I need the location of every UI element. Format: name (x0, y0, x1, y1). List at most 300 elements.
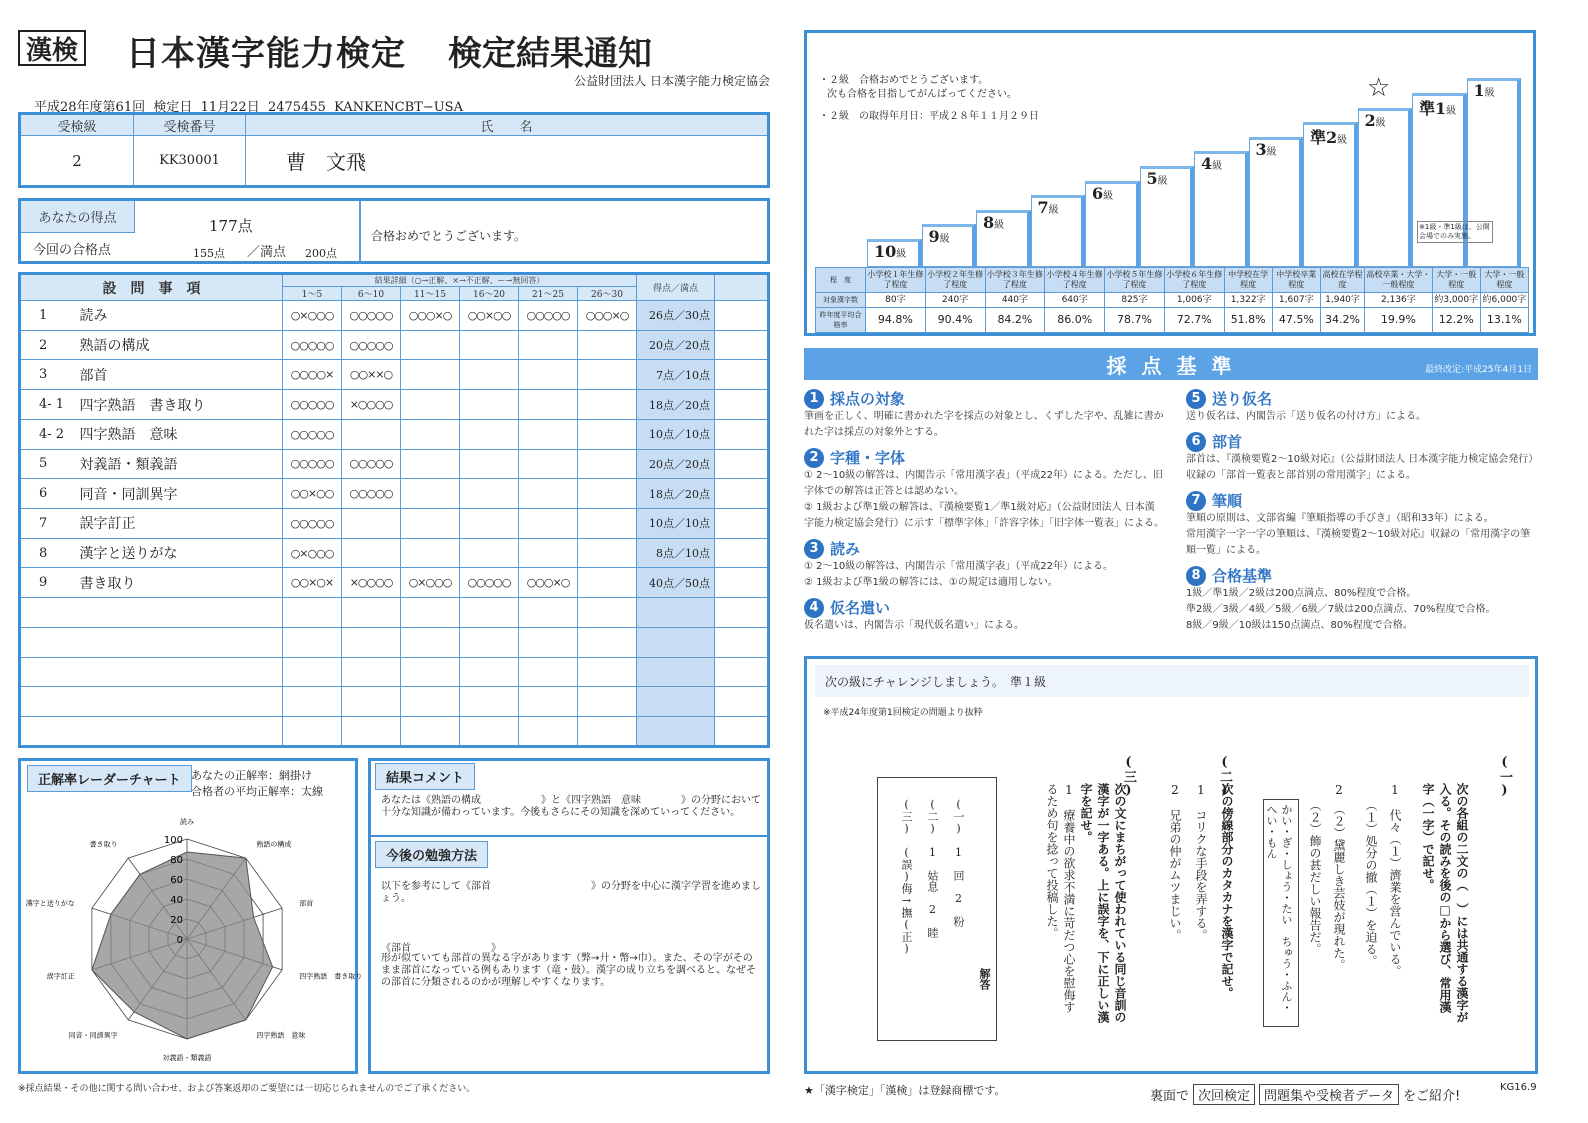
row-marks (401, 717, 460, 747)
row-marks: ○×○○○ (283, 538, 342, 568)
row-marks (519, 627, 578, 657)
row-marks (578, 717, 637, 747)
radar-label: 部首 (299, 899, 314, 908)
table-row (20, 657, 769, 687)
criteria-section-text: 常用漢字一字一字の筆順は、『漢検要覧2～10級対応』収録の「常用漢字の筆順一覧」による。 (1186, 529, 1531, 556)
organization-name: 公益財団法人 日本漢字能力検定協会 (574, 74, 770, 88)
row-marks: ○×○○○ (283, 301, 342, 331)
criteria-section-title: 仮名遣い (830, 599, 891, 617)
row-marks: ○×○○○ (401, 568, 460, 598)
row-marks: ○○○○○ (342, 449, 401, 479)
grade-step-kyu: 級 (1103, 190, 1114, 202)
result-detail-table (18, 272, 770, 748)
grade-chart-panel (804, 30, 1536, 336)
answer-2: (二) 1 姑息 2 睦 (926, 798, 939, 938)
full-value: 200点 (305, 247, 337, 260)
grade-step-number: 6 (1092, 183, 1104, 203)
grade-step-kyu: 級 (994, 219, 1005, 231)
grade-step (1358, 108, 1413, 267)
grade-cell: 1,322字 (1224, 293, 1272, 307)
criteria-section-text: ② 1級および準1級の解答には、①の規定は適用しない。 (804, 577, 1058, 588)
grade-cell: 19.9% (1365, 307, 1433, 332)
comment-title: 結果コメント (375, 763, 475, 790)
row-blank (715, 687, 769, 717)
grade-cell: 高校在学程度 (1320, 268, 1364, 293)
q1-a3: 2 （２）黛麗しき芸妓が現れた。 (1332, 783, 1346, 971)
row-number (20, 657, 80, 687)
q2-head: (二) (1217, 755, 1232, 798)
criteria-section-head (1186, 490, 1536, 511)
grade-step-kyu: 級 (1446, 106, 1457, 117)
row-blank (715, 598, 769, 628)
study-title: 今後の勉強方法 (375, 841, 488, 868)
grade-cell: 大学・一般程度 (1480, 268, 1528, 293)
grade-cell: 640字 (1045, 293, 1105, 307)
grade-step-number: 9 (928, 227, 940, 247)
challenge-source: ※平成24年度第1回検定の問題より抜粋 (823, 708, 983, 718)
grade-cell: 1,940字 (1320, 293, 1364, 307)
criteria-number-badge: 2 (804, 448, 824, 468)
score-divider (359, 201, 361, 261)
row-marks (342, 509, 401, 539)
criteria-section-text: 1級／準1級／2級は200点満点、80%程度で合格。 (1186, 588, 1417, 599)
grade-step (922, 224, 977, 267)
grade-step-kyu: 級 (1484, 88, 1495, 100)
answer-1: (一) 1 回 2 粉 (952, 798, 965, 927)
q3-a1: 1 療養中の欲求不満に苛だつ心を慰侮するため句を捻って投稿した。 (1045, 783, 1076, 1013)
table-row (20, 538, 769, 568)
row-marks (519, 509, 578, 539)
table-row (20, 717, 769, 747)
row-marks (578, 509, 637, 539)
row-marks (519, 687, 578, 717)
grade-cell: 2,136字 (1365, 293, 1433, 307)
row-item: 同音・同訓異字 (80, 479, 283, 509)
row-marks (578, 390, 637, 420)
grade-step-kyu: 級 (1375, 117, 1386, 129)
grade-step (1194, 151, 1249, 267)
row-number (20, 598, 80, 628)
radar-label: 四字熟語 書き取り (299, 972, 363, 981)
row-marks: ○○×○○ (283, 479, 342, 509)
radar-title: 正解率レーダーチャート (27, 765, 192, 792)
radar-tick: 0 (176, 935, 183, 946)
workbook-link[interactable]: 問題集や受検者データ (1259, 1084, 1399, 1105)
grade-step-kyu: 級 (1337, 135, 1348, 147)
row-marks: ○○○○○ (342, 301, 401, 331)
grade-cell: 240字 (925, 293, 985, 307)
row-number: 2 (20, 330, 80, 360)
row-score (637, 598, 715, 628)
row-marks (460, 419, 519, 449)
row-marks: ○○○○○ (460, 568, 519, 598)
criteria-number-badge: 7 (1186, 491, 1206, 511)
row-marks (519, 419, 578, 449)
criteria-number-badge: 5 (1186, 389, 1206, 409)
row-marks (342, 657, 401, 687)
row-marks (342, 627, 401, 657)
row-marks (460, 538, 519, 568)
row-score: 7点／10点 (637, 360, 715, 390)
row-item: 熟語の構成 (80, 330, 283, 360)
q1-head: (一) (1497, 755, 1512, 798)
grade-cell: 約6,000字 (1480, 293, 1528, 307)
grade-step (1085, 181, 1140, 267)
grade-step (1031, 195, 1086, 267)
grade-cell: 小学校４年生修了程度 (1045, 268, 1105, 293)
row-marks (401, 330, 460, 360)
row-marks (401, 627, 460, 657)
row-marks (578, 419, 637, 449)
criteria-section-text: 筆画を正しく、明確に書かれた字を採点の対象とし、くずした字や、乱雑に書かれた字は採点の対象外とする。 (804, 411, 1164, 438)
row-number: 4- 1 (20, 390, 80, 420)
criteria-section-text: 筆順の原則は、文部省編『筆順指導の手びき』（昭和33年）による。 (1186, 513, 1494, 524)
row-marks: ○○○○× (283, 360, 342, 390)
table-row (20, 568, 769, 598)
table-row (20, 479, 769, 509)
table-row (20, 330, 769, 360)
row-marks (401, 598, 460, 628)
row-marks (401, 657, 460, 687)
row-marks (578, 449, 637, 479)
challenge-panel (804, 656, 1538, 1074)
grade-cell: 中学校卒業程度 (1272, 268, 1320, 293)
grade-cell: 86.0% (1045, 307, 1105, 332)
grade-cell: 1,006字 (1164, 293, 1224, 307)
radar-label: 同音・同訓異字 (68, 1031, 118, 1040)
footer-pre: 裏面で (1150, 1089, 1190, 1104)
row-score: 18点／20点 (637, 479, 715, 509)
row-marks (460, 360, 519, 390)
comment-panel (368, 758, 770, 1074)
row-number (20, 687, 80, 717)
row-number: 7 (20, 509, 80, 539)
row-marks: ○○○×○ (519, 568, 578, 598)
range-header: 21～25 (519, 287, 578, 301)
table-row (20, 627, 769, 657)
row-blank (715, 390, 769, 420)
row-blank (715, 360, 769, 390)
row-marks: ×○○○○ (342, 568, 401, 598)
row-item (80, 627, 283, 657)
criteria-banner (804, 348, 1538, 380)
row-marks (460, 717, 519, 747)
grade-step-number: 5 (1146, 169, 1158, 188)
criteria-section-text: 送り仮名は、内閣告示「送り仮名の付け方」による。 (1186, 411, 1426, 422)
row-blank (715, 449, 769, 479)
radar-tick: 20 (170, 915, 183, 926)
row-number (20, 627, 80, 657)
pass-label: 今回の合格点 (33, 243, 112, 258)
grade-cell: 78.7% (1105, 307, 1165, 332)
criteria-section-head (1186, 565, 1536, 586)
radar-label: 読み (180, 818, 194, 826)
form-code: KG16.9 (1500, 1082, 1537, 1093)
grade-row-label: 対象漢字数 (816, 293, 866, 307)
pass-message: 合格おめでとうございます。 (371, 229, 527, 243)
row-marks (460, 598, 519, 628)
row-blank (715, 479, 769, 509)
criteria-section-title: 送り仮名 (1212, 390, 1273, 408)
criteria-section-text: 8級／9級／10級は150点満点、80%程度で合格。 (1186, 620, 1413, 631)
row-marks (519, 657, 578, 687)
grade-step (1249, 137, 1304, 267)
criteria-section-text: ② 1級および準1級の解答は、『漢検要覧1／準1級対応』（公益財団法人 日本漢字能力検定協会発行）に示す「標準字体」「許容字体」「旧字体一覧表」による。 (804, 502, 1164, 529)
radar-panel (18, 758, 363, 1074)
criteria-section-text: 仮名遣いは、内閣告示「現代仮名遣い」による。 (804, 620, 1024, 631)
row-marks (401, 449, 460, 479)
answer-box (877, 777, 997, 1041)
row-blank (715, 419, 769, 449)
radar-label: 書き取り (89, 840, 118, 849)
radar-label: 熟語の構成 (256, 840, 292, 849)
criteria-section (1186, 490, 1536, 559)
row-marks: ○○×○× (283, 568, 342, 598)
table-row (20, 419, 769, 449)
grade-header: 受検級 (20, 114, 134, 136)
criteria-number-badge: 6 (1186, 432, 1206, 452)
row-score: 8点／10点 (637, 538, 715, 568)
row-marks (401, 479, 460, 509)
criteria-section-head (804, 388, 1164, 409)
row-marks (283, 687, 342, 717)
row-number: 6 (20, 479, 80, 509)
id-value: KK30001 (134, 136, 246, 187)
range-header: 26～30 (578, 287, 637, 301)
row-marks: ○○○○○ (342, 330, 401, 360)
star-icon: ☆ (1367, 73, 1391, 103)
grade-note: ※1級・準1級は、公開会場でのみ実施。 (1417, 221, 1493, 243)
row-number: 3 (20, 360, 80, 390)
bushu-title: 《部首 》 (381, 943, 501, 954)
study-text: 以下を参考にして《部首 》の分野を中心に漢字学習を進めましょう。 (381, 881, 761, 904)
detail-header: 結果詳細（○→正解、×→不正解、ー→無回答） (283, 274, 637, 287)
row-marks (460, 449, 519, 479)
row-item (80, 717, 283, 747)
row-marks (519, 330, 578, 360)
row-score: 18点／20点 (637, 390, 715, 420)
row-marks: ○○○○○ (283, 419, 342, 449)
radar-tick: 60 (170, 875, 183, 886)
row-marks (519, 598, 578, 628)
radar-tick: 40 (170, 895, 183, 906)
grade-cell: 小学校３年生修了程度 (985, 268, 1045, 293)
radar-label: 漢字と送りがな (25, 899, 75, 908)
grade-step-number: 2 (1364, 110, 1376, 130)
criteria-section-head (1186, 388, 1536, 409)
row-number: 1 (20, 301, 80, 331)
row-blank (715, 509, 769, 539)
next-exam-link[interactable]: 次回検定 (1193, 1084, 1255, 1105)
row-number: 8 (20, 538, 80, 568)
grade-cell: 51.8% (1224, 307, 1272, 332)
row-item: 四字熟語 意味 (80, 419, 283, 449)
grade-step-number: 8 (983, 212, 995, 232)
criteria-title: 採 点 基 準 (1106, 353, 1236, 378)
row-marks (401, 360, 460, 390)
table-row (20, 598, 769, 628)
name-value: 曹 文飛 (246, 136, 769, 187)
table-row (20, 449, 769, 479)
row-score: 20点／20点 (637, 449, 715, 479)
criteria-section (804, 388, 1164, 441)
radar-chart (21, 791, 363, 1071)
row-marks (401, 509, 460, 539)
criteria-section-head (1186, 431, 1536, 452)
grade-msg-3: ・２級 の取得年月日：平成２８年１１月２９日 (819, 111, 1039, 122)
criteria-section (1186, 431, 1536, 484)
grade-step-number: 7 (1037, 198, 1049, 218)
criteria-section-title: 字種・字体 (830, 449, 906, 467)
q1-a2: （１）処分の撤（１）を迫る。 (1364, 799, 1378, 967)
q1-a1: 1 代々（１）濟業を営んでいる。 (1388, 783, 1402, 977)
row-marks (401, 538, 460, 568)
grade-row-label: 程 度 (816, 268, 866, 293)
row-marks: ○○○×○ (401, 301, 460, 331)
grade-step-number: 準1 (1419, 99, 1447, 118)
table-row (20, 509, 769, 539)
criteria-section-text: 部首は、『漢検要覧2～10級対応』（公益財団法人 日本漢字能力検定協会発行）収録の「部首一覧表と部首別の常用漢字」による。 (1186, 454, 1534, 481)
row-score (637, 687, 715, 717)
row-score: 40点／50点 (637, 568, 715, 598)
answer-head: 解答 (978, 968, 991, 990)
row-marks (283, 717, 342, 747)
row-marks (460, 657, 519, 687)
row-marks: ○○××○ (342, 360, 401, 390)
grade-msg-2: 次も合格を目指してがんばってください。 (827, 89, 1017, 100)
grade-cell: 小学校１年生修了程度 (866, 268, 926, 293)
q2-a1: 1 コリクな手段を弄する。 (1194, 783, 1208, 941)
grade-step-number: 1 (1473, 81, 1485, 101)
row-score (637, 657, 715, 687)
row-marks (342, 717, 401, 747)
row-blank (715, 657, 769, 687)
criteria-section-text: 準2級／3級／4級／5級／6級／7級は200点満点、70%程度で合格。 (1186, 604, 1496, 615)
grade-step-number: 3 (1255, 139, 1267, 159)
grade-cell: 13.1% (1480, 307, 1528, 332)
grade-step (1303, 122, 1358, 267)
row-blank (715, 717, 769, 747)
radar-label: 対義語・類義語 (162, 1054, 212, 1062)
criteria-section-title: 採点の対象 (830, 390, 906, 408)
grade-step-number: 準2 (1310, 128, 1338, 148)
trademark-note: ★「漢字検定」「漢検」は登録商標です。 (804, 1084, 1006, 1097)
row-marks (283, 627, 342, 657)
row-score: 26点／30点 (637, 301, 715, 331)
row-marks (519, 449, 578, 479)
row-item (80, 657, 283, 687)
grade-cell: 72.7% (1164, 307, 1224, 332)
grade-cell: 12.2% (1432, 307, 1480, 332)
criteria-section (804, 538, 1164, 591)
q3-head: (三) (1121, 755, 1136, 798)
name-header: 氏 名 (246, 114, 769, 136)
q1-a4: （２）飾の甚だしい報告だ。 (1308, 799, 1322, 955)
criteria-number-badge: 1 (804, 389, 824, 409)
grade-info-table (815, 267, 1529, 333)
grade-cell: 94.8% (866, 307, 926, 332)
row-marks (342, 598, 401, 628)
grade-value: 2 (20, 136, 134, 187)
criteria-number-badge: 8 (1186, 566, 1206, 586)
row-marks (578, 538, 637, 568)
grade-step-kyu: 級 (1157, 176, 1168, 187)
row-score: 20点／20点 (637, 330, 715, 360)
pass-value: 155点 (193, 247, 225, 260)
row-marks: ○○×○○ (460, 301, 519, 331)
kanken-logo: 漢検 (18, 30, 86, 66)
row-blank (715, 301, 769, 331)
row-marks: ○○○○○ (519, 301, 578, 331)
radar-tick: 80 (170, 855, 183, 866)
grade-cell: 小学校５年生修了程度 (1105, 268, 1165, 293)
criteria-section-text: ① 2～10級の解答は、内閣告示「常用漢字表」（平成22年）による。ただし、旧字体での解答は正答とは認めない。 (804, 470, 1163, 497)
challenge-title: 次の級にチャレンジしましょう。 準１級 (815, 665, 1529, 697)
candidate-table (18, 112, 770, 188)
comment-text: あなたは《熟語の構成 》と《四字熟語 意味 》の分野において十分な知識が備わっています。今後もさらにその知識を深めていってください。 (381, 795, 761, 818)
criteria-number-badge: 4 (804, 598, 824, 618)
row-item (80, 598, 283, 628)
radar-tick: 100 (163, 835, 183, 846)
grade-msg-1: ・２級 合格おめでとうございます。 (819, 75, 989, 86)
row-marks: ○○○○○ (283, 390, 342, 420)
grade-step-kyu: 級 (1212, 161, 1223, 173)
radar-legend-2: 合格者の平均正解率：太線 (191, 785, 323, 798)
row-marks (401, 687, 460, 717)
criteria-number-badge: 3 (804, 539, 824, 559)
grade-row-label: 昨年度平均合格率 (816, 307, 866, 332)
row-number: 4- 2 (20, 419, 80, 449)
row-marks (578, 627, 637, 657)
id-header: 受検番号 (134, 114, 246, 136)
radar-label: 四字熟語 意味 (256, 1031, 306, 1040)
row-marks (460, 687, 519, 717)
row-item: 読み (80, 301, 283, 331)
row-item: 対義語・類義語 (80, 449, 283, 479)
criteria-section-title: 読み (830, 540, 861, 558)
grade-step-number: 4 (1201, 154, 1213, 174)
row-item: 書き取り (80, 568, 283, 598)
q3-text: 次の文にまちがって使われている同じ音訓の漢字が一字ある。上に誤字を、下に正しい漢字を記せ。 (1079, 783, 1127, 1023)
row-marks (578, 479, 637, 509)
comment-divider (371, 835, 767, 837)
row-marks (460, 390, 519, 420)
criteria-section-text: ① 2～10級の解答は、内閣告示「常用漢字表」（平成22年）による。 (804, 561, 1113, 572)
row-marks (283, 598, 342, 628)
choice-box: かい・ぎ・しょう・たい ちゅう・ふん・へい・もん (1263, 799, 1299, 1027)
row-blank (715, 538, 769, 568)
criteria-section-head (804, 597, 1164, 618)
row-marks (401, 390, 460, 420)
row-item: 漢字と送りがな (80, 538, 283, 568)
footer-post: をご紹介! (1403, 1089, 1461, 1104)
grade-cell: 440字 (985, 293, 1045, 307)
q2-text: 次の傍線部分のカタカナを漢字で記せ。 (1220, 783, 1234, 999)
grade-cell: 90.4% (925, 307, 985, 332)
grade-cell: 84.2% (985, 307, 1045, 332)
row-score: 10点／10点 (637, 419, 715, 449)
row-score: 10点／10点 (637, 509, 715, 539)
range-header: 11～15 (401, 287, 460, 301)
grade-step-kyu: 級 (896, 249, 907, 260)
row-score (637, 717, 715, 747)
grade-step (867, 239, 922, 267)
row-blank (715, 627, 769, 657)
criteria-updated: 最終改定:平成25年4月1日 (1425, 365, 1532, 375)
criteria-section-title: 筆順 (1212, 492, 1243, 510)
criteria-section-head (804, 538, 1164, 559)
row-number (20, 717, 80, 747)
